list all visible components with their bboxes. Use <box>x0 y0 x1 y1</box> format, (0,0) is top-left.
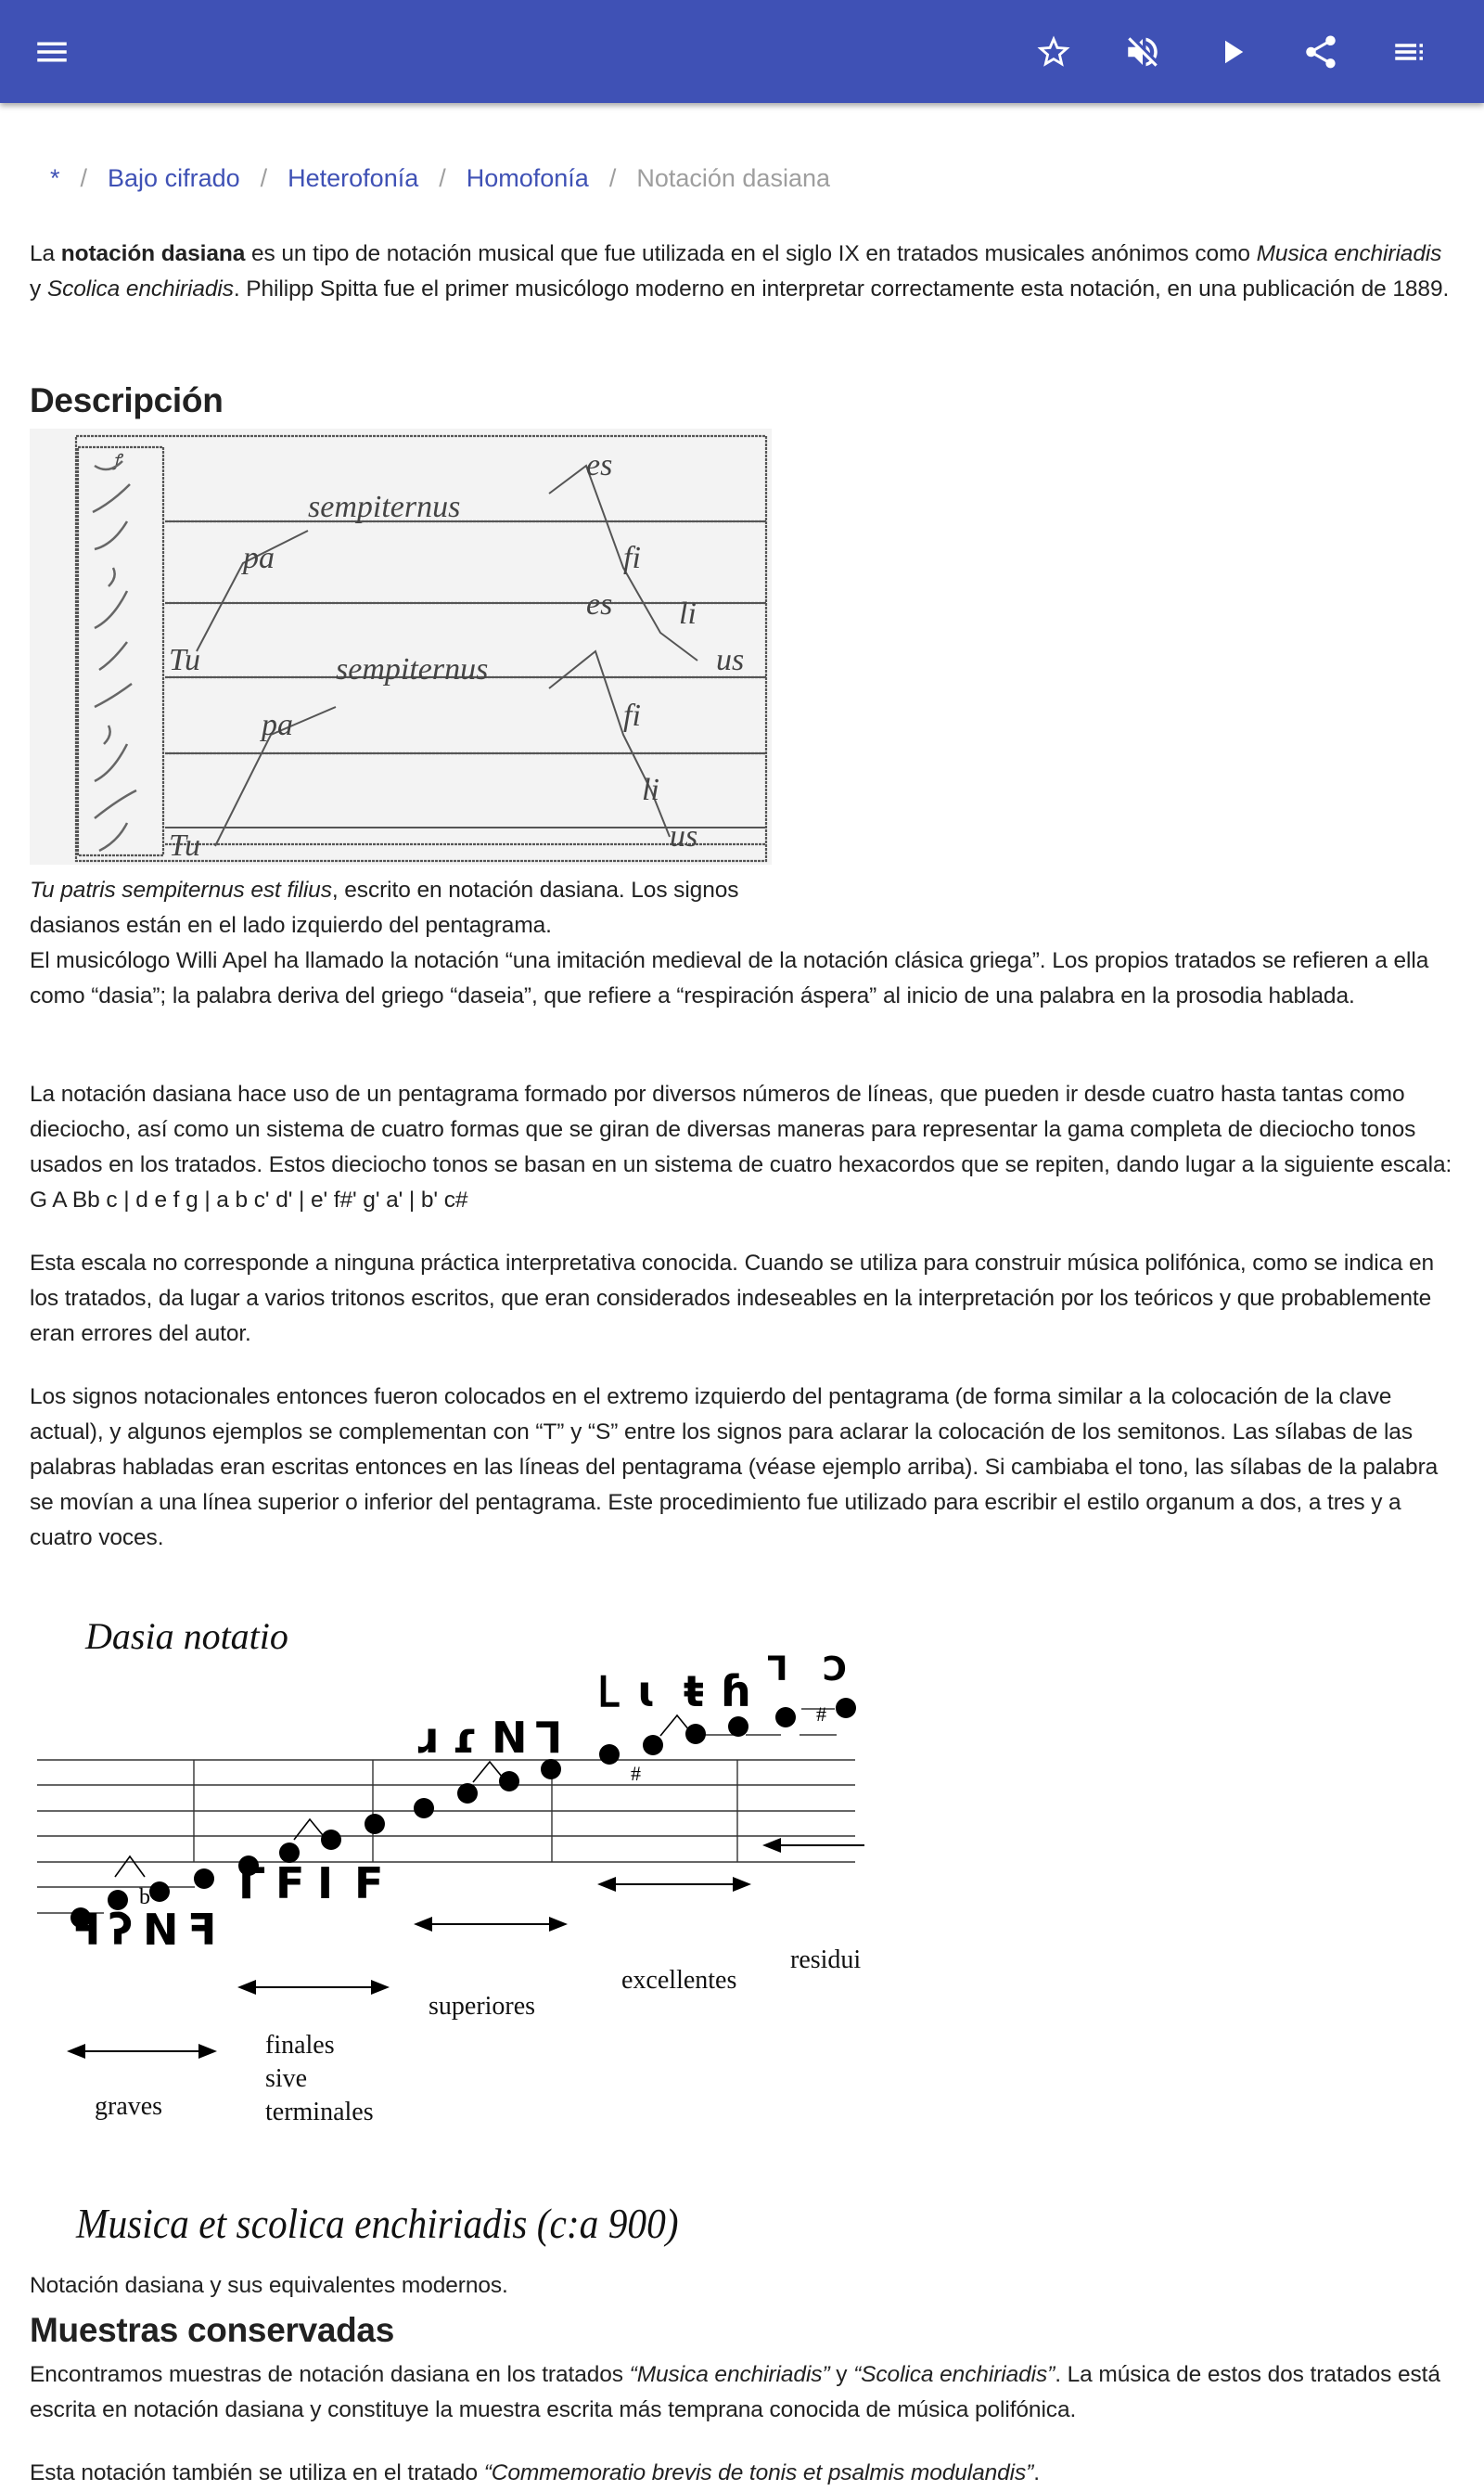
note-head <box>149 1881 170 1902</box>
dasia-sign: Ⳑ <box>597 1666 620 1716</box>
paragraph: Esta escala no corresponde a ninguna práctica interpretativa conocida. Cuando se utiliza para construir música polifónica, como se indica en los tratados, da lugar a varios tritonos escritos, que eran considerados indeseables en la interpretación por los teóricos y que probablemente eran errores del autor. <box>30 1251 1435 1346</box>
range-label-terminales: terminales <box>265 2098 374 2126</box>
text: . <box>1033 2460 1040 2485</box>
menu-button[interactable] <box>24 24 80 80</box>
star-outline-icon <box>1034 32 1073 71</box>
note-head <box>321 1830 341 1850</box>
text: . La música de estos dos tratados está escrita en notación dasiana y constituye la muestra escrita más temprana conocida de música polifónica. <box>30 2362 1440 2422</box>
breadcrumb-separator: / <box>608 164 617 192</box>
syllable: li <box>679 597 697 631</box>
syllable: pa <box>262 708 293 742</box>
breadcrumb-separator: / <box>439 164 446 192</box>
manuscript-image <box>30 429 772 865</box>
note-head <box>775 1707 796 1727</box>
mute-button[interactable] <box>1115 24 1171 80</box>
syllable: us <box>670 819 698 854</box>
title-italic: “Commemoratio brevis de tonis et psalmis modulandis” <box>483 2460 1034 2485</box>
play-button[interactable] <box>1204 24 1260 80</box>
share-button[interactable] <box>1293 24 1349 80</box>
dasia-sign: Ɔ <box>823 1650 848 1688</box>
dasia-sign: N <box>143 1905 179 1955</box>
note-head <box>414 1798 434 1818</box>
dasia-sign: ʔ <box>109 1905 134 1955</box>
breadcrumb <box>50 164 830 193</box>
dasia-signs: ꝭ <box>113 451 122 469</box>
title-italic: “Scolica enchiriadis” <box>853 2362 1055 2387</box>
breadcrumb-separator: / <box>260 164 268 192</box>
breadcrumb-item-heterofonia[interactable]: Heterofonía <box>288 164 419 192</box>
section-heading-muestras: Muestras conservadas <box>30 2311 394 2349</box>
menu-icon <box>32 32 71 71</box>
breadcrumb-separator: / <box>80 164 88 192</box>
dasia-notatio-figure[interactable] <box>30 1587 864 2247</box>
dasia-sign: ꟻ <box>71 1905 101 1955</box>
note-head <box>457 1783 478 1804</box>
syllable: es <box>586 587 613 622</box>
figure-subtitle: Musica et scolica enchiriadis (c:a 900) <box>76 2201 679 2247</box>
note-head <box>599 1744 620 1765</box>
favorite-button[interactable] <box>1026 24 1081 80</box>
intro-paragraph <box>30 237 1454 307</box>
syllable: Tu <box>169 643 201 677</box>
note-head <box>643 1735 663 1755</box>
breadcrumb-item-home[interactable]: * <box>50 164 60 192</box>
paragraph <box>30 2357 1454 2428</box>
dasia-sign: ŧ <box>684 1666 704 1716</box>
syllable: pa <box>243 541 275 575</box>
syllable: es <box>586 448 613 482</box>
paragraph <box>30 2456 1454 2491</box>
section-heading-descripcion: Descripción <box>30 381 224 419</box>
paragraph: El musicólogo Willi Apel ha llamado la notación “una imitación medieval de la notación clásica griega”. Los propios tratados se refieren a ella como “dasia”; la palabra deriva del griego “daseia”, que refiere a “respiración áspera” al inicio de una palabra en la prosodia hablada. <box>30 948 1429 1008</box>
term-bold: notación dasiana <box>60 241 246 266</box>
app-bar <box>0 0 1484 103</box>
paragraph: Los signos notacionales entonces fueron colocados en el extremo izquierdo del pentagrama (de forma similar a la colocación de la clave actual), y algunos ejemplos se complementan con “T” y “S” entre los signos para aclarar la colocación de los semitonos. Las sílabas de las palabras habladas eran escritas entonces en las líneas del pentagrama (véase ejemplo arriba). Si cambiaba el tono, las sílabas de la palabra se movían a una línea superior o inferior del pentagrama. Este procedimiento fue utilizado para escribir el estilo organum a dos, a tres y a cuatro voces. <box>30 1384 1439 1550</box>
title-italic: Musica enchiriadis <box>1256 241 1442 266</box>
play-icon <box>1212 32 1251 71</box>
figure-caption: Notación dasiana y sus equivalentes modernos. <box>30 2273 508 2298</box>
dasia-sign: ᒣ <box>767 1650 788 1688</box>
playlist-button[interactable] <box>1382 24 1438 80</box>
dasia-sign: Ϝ <box>275 1858 305 1908</box>
flat-sign: b <box>139 1885 150 1909</box>
dasia-sign: ɦ <box>721 1666 751 1716</box>
breadcrumb-item-homofonia[interactable]: Homofonía <box>466 164 589 192</box>
range-label-graves: graves <box>95 2092 163 2121</box>
caption-italic: Tu patris sempiternus est filius <box>30 878 332 903</box>
note-head <box>685 1724 706 1744</box>
paragraph: La notación dasiana hace uso de un pentagrama formado por diversos números de líneas, que pueden ir desde cuatro hasta tantas como dieciocho, así como un sistema de cuatro formas que se giran de diversas maneras para representar la gama completa de dieciocho tonos usados en los tratados. Estos dieciocho tonos se basan en un sistema de cuatro hexacordos que se repiten, dando lugar a la siguiente escala: G A Bb c | d e f g | a b c' d' | e' f#' g' a' | b' c# <box>30 1082 1452 1213</box>
note-head <box>365 1814 385 1834</box>
note-head <box>728 1716 748 1737</box>
text: y <box>829 2362 854 2387</box>
dasia-sign: ꟻ <box>187 1905 217 1955</box>
range-label-superiores: superiores <box>429 1992 536 2021</box>
figure-title: Dasia notatio <box>85 1615 288 1657</box>
syllable: fi <box>623 699 641 733</box>
dasia-sign: ɾ <box>452 1713 478 1763</box>
title-italic: “Musica enchiriadis” <box>629 2362 830 2387</box>
breadcrumb-current: Notación dasiana <box>636 164 830 192</box>
syllable: li <box>642 773 659 807</box>
dasia-sign: I <box>317 1858 334 1908</box>
dasia-notatio-image <box>30 1587 864 2228</box>
range-label-finales: finales <box>265 2031 335 2060</box>
syllable: Tu <box>169 828 201 863</box>
syllable: sempiternus <box>308 490 461 524</box>
breadcrumb-item-bajo-cifrado[interactable]: Bajo cifrado <box>108 164 240 192</box>
playlist-icon <box>1390 32 1429 71</box>
dasia-sign: Г <box>238 1858 266 1908</box>
volume-off-icon <box>1123 32 1162 71</box>
range-label-residui: residui <box>790 1945 862 1974</box>
sharp-sign: # <box>816 1702 826 1726</box>
dasia-sign: ɩ <box>637 1666 657 1716</box>
text: es un tipo de notación musical que fue utilizada en el siglo IX en tratados musicales anónimos como <box>245 241 1257 266</box>
syllable: fi <box>623 541 641 575</box>
note-head <box>499 1771 519 1791</box>
dasia-sign: N <box>492 1713 528 1763</box>
note-head <box>836 1698 856 1718</box>
dasia-sign: ɹ <box>415 1713 438 1763</box>
manuscript-figure[interactable] <box>30 429 772 865</box>
sharp-sign: # <box>631 1762 641 1785</box>
range-label-sive: sive <box>265 2064 308 2093</box>
title-italic: Scolica enchiriadis <box>46 276 234 302</box>
text: . Philipp Spitta fue el primer musicólogo moderno en interpretar correctamente esta notación, en una publicación de 1889. <box>233 276 1450 302</box>
text: Encontramos muestras de notación dasiana en los tratados <box>30 2362 630 2387</box>
figure-caption <box>30 873 753 944</box>
text: Esta notación también se utiliza en el tratado <box>30 2460 484 2485</box>
range-label-excellentes: excellentes <box>621 1966 737 1995</box>
note-head <box>194 1868 214 1889</box>
dasia-sign: Ꞁ <box>535 1713 563 1763</box>
text: y <box>30 276 47 302</box>
syllable: us <box>716 643 745 677</box>
caption-text: , escrito en notación dasiana. Los signos dasianos están en el lado izquierdo del pentagrama. <box>30 878 739 938</box>
dasia-sign: F <box>354 1858 384 1908</box>
text: La <box>30 241 61 266</box>
syllable: sempiternus <box>336 652 489 687</box>
share-icon <box>1301 32 1340 71</box>
